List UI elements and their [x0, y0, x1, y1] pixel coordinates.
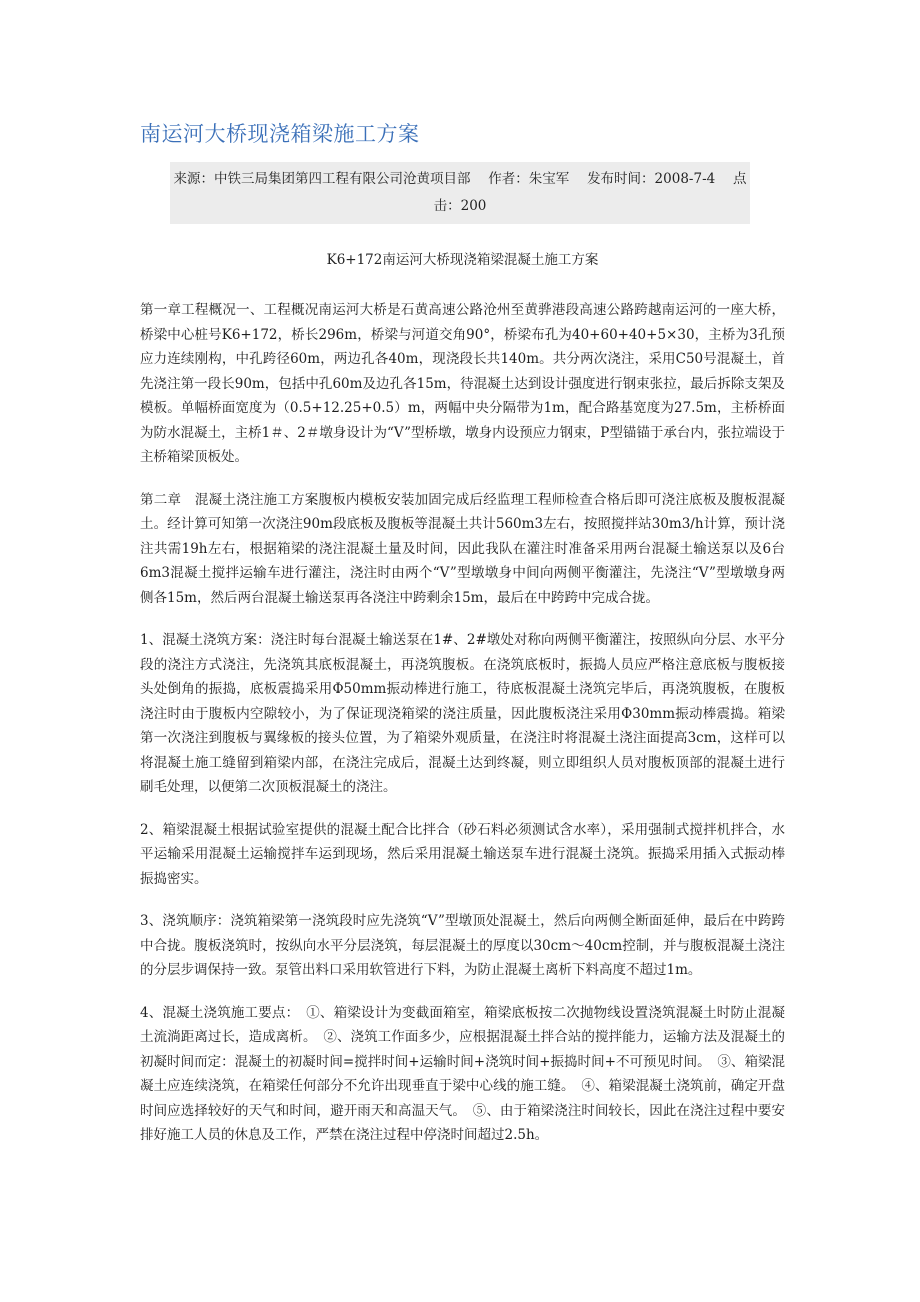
meta-clicks: 点击：200: [433, 171, 747, 214]
meta-source: 来源：中铁三局集团第四工程有限公司沧黄项目部: [173, 171, 471, 187]
article-subheading: K6+172南运河大桥现浇箱梁混凝土施工方案: [326, 252, 599, 268]
meta-author: 作者：朱宝军: [488, 171, 570, 187]
paragraph-section-1: 1、混凝土浇筑方案：浇注时每台混凝土输送泵在1#、2#墩处对称向两侧平衡灌注，按照纵向分层、水平分段的浇注方式浇注，先浇筑其底板混凝土，再浇筑腹板。在浇筑底板时，振捣人员应严格注意底板与腹板接头处倒角的振捣，底板震捣采用Φ50mm振动棒进行施工，待底板混凝土浇筑完毕后，再浇筑腹板，在腹板浇注时由于腹板内空隙较小，为了保证现浇箱梁的浇注质量，因此腹板浇注采用Φ30mm振动棒震捣。箱梁第一次浇注到腹板与翼缘板的接头位置，为了箱梁外观质量，在浇注时将混凝土浇注面提高3cm，这样可以将混凝土施工缝留到箱梁内部，在浇注完成后，混凝土达到终凝，则立即组织人员对腹板顶部的混凝土进行刷毛处理，以便第二次顶板混凝土的浇注。: [140, 632, 785, 795]
paragraph-section-2: 2、箱梁混凝土根据试验室提供的混凝土配合比拌合（砂石料必须测试含水率），采用强制式搅拌机拌合，水平运输采用混凝土运输搅拌车运到现场，然后采用混凝土输送泵车进行混凝土浇筑。振捣采用插入式振动棒振捣密实。: [140, 821, 785, 887]
article-meta: [170, 162, 750, 224]
article: [140, 118, 785, 1166]
paragraph-section-3: 3、浇筑顺序：浇筑箱梁第一浇筑段时应先浇筑“V”型墩顶处混凝土，然后向两侧全断面延伸，最后在中跨跨中合拢。腹板浇筑时，按纵向水平分层浇筑，每层混凝土的厚度以30cm～40cm控制，并与腹板混凝土浇注的分层步调保持一致。泵管出料口采用软管进行下料，为防止混凝土离析下料高度不超过1m。: [140, 913, 785, 978]
paragraph-chapter-2: 第二章 混凝土浇注施工方案腹板内模板安装加固完成后经监理工程师检查合格后即可浇注底板及腹板混凝土。经计算可知第一次浇注90m段底板及腹板等混凝土共计560m3左右，按照搅拌站30m3/h计算，预计浇注共需19h左右，根据箱梁的浇注混凝土量及时间，因此我队在灌注时准备采用两台混凝土输送泵以及6台6m3混凝土搅拌运输车进行灌注，浇注时由两个“V”型墩墩身中间向两侧平衡灌注，先浇注“V”型墩墩身两侧各15m，然后两台混凝土输送泵再各浇注中跨剩余15m，最后在中跨跨中完成合拢。: [140, 491, 785, 606]
paragraph-chapter-1: 第一章工程概况一、工程概况南运河大桥是石黄高速公路沧州至黄骅港段高速公路跨越南运河的一座大桥，桥梁中心桩号K6+172，桥长296m，桥梁与河道交角90°，桥梁布孔为40+60+40+5×30，主桥为3孔预应力连续刚构，中孔跨径60m，两边孔各40m，现浇段长共140m。共分两次浇注，采用C50号混凝土，首先浇注第一段长90m，包括中孔60m及边孔各15m，待混凝土达到设计强度进行钢束张拉，最后拆除支架及模板。单幅桥面宽度为（0.5+12.25+0.5）m，两幅中央分隔带为1m，配合路基宽度为27.5m，主桥桥面为防水混凝土，主桥1＃、2＃墩身设计为“V”型桥墩，墩身内设预应力钢束，P型锚锚于承台内，张拉端设于主桥箱梁顶板处。: [140, 302, 785, 465]
meta-published: 发布时间：2008-7-4: [587, 171, 716, 187]
article-title: 南运河大桥现浇箱梁施工方案: [140, 122, 420, 146]
paragraph-section-4: 4、混凝土浇筑施工要点： ①、箱梁设计为变截面箱室，箱梁底板按二次抛物线设置浇筑混凝土时防止混凝土流淌距离过长，造成离析。 ②、浇筑工作面多少，应根据混凝土拌合站的搅拌能力，运输方法及混凝土的初凝时间而定：混凝土的初凝时间=搅拌时间+运输时间+浇筑时间+振捣时间+不可预见时间。 ③、箱梁混凝土应连续浇筑，在箱梁任何部分不允许出现垂直于梁中心线的施工缝。 ④、箱梁混凝土浇筑前，确定开盘时间应选择较好的天气和时间，避开雨天和高温天气。 ⑤、由于箱梁浇注时间较长，因此在浇注过程中要安排好施工人员的休息及工作，严禁在浇注过程中停浇时间超过2.5h。: [140, 1004, 785, 1143]
